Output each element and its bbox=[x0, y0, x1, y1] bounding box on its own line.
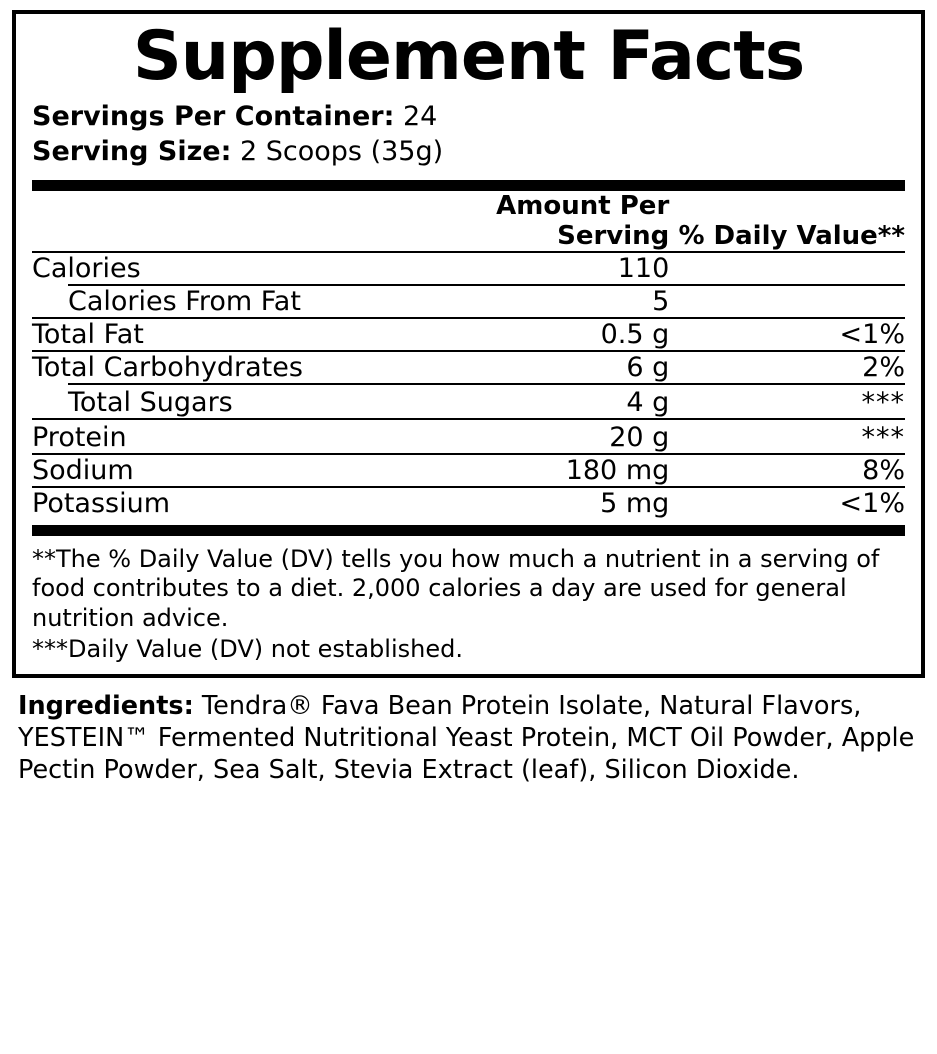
nutrient-name: Total Carbohydrates bbox=[32, 351, 303, 383]
serving-size-line bbox=[32, 134, 905, 170]
table-row bbox=[32, 385, 905, 418]
nutrient-amount: 180 mg bbox=[565, 454, 670, 486]
nutrient-name: Sodium bbox=[32, 454, 134, 486]
divider-thick-top bbox=[32, 180, 905, 191]
column-header-daily-value: % Daily Value** bbox=[678, 220, 905, 251]
supplement-facts-box bbox=[12, 10, 925, 678]
nutrient-name: Total Sugars bbox=[68, 386, 233, 418]
table-row bbox=[32, 253, 905, 284]
footnotes bbox=[32, 545, 905, 664]
nutrient-amount: 5 bbox=[652, 285, 670, 317]
servings-per-container-line bbox=[32, 99, 905, 135]
table-row bbox=[32, 420, 905, 453]
servings-per-container-value: 24 bbox=[402, 100, 438, 132]
table-row bbox=[32, 488, 905, 519]
nutrient-amount: 4 g bbox=[626, 386, 670, 418]
table-header-row bbox=[32, 191, 905, 251]
nutrient-daily-value: *** bbox=[861, 421, 905, 453]
nutrient-name: Protein bbox=[32, 421, 127, 453]
nutrient-daily-value: <1% bbox=[839, 487, 905, 519]
nutrient-daily-value bbox=[669, 286, 905, 317]
ingredients-label: Ingredients: bbox=[18, 691, 194, 722]
nutrient-amount: 110 bbox=[617, 252, 670, 284]
nutrient-name: Calories From Fat bbox=[68, 285, 301, 317]
column-header-name bbox=[32, 191, 381, 251]
divider-thick-bottom bbox=[32, 525, 905, 536]
nutrient-amount: 5 mg bbox=[600, 487, 670, 519]
table-row bbox=[32, 286, 905, 317]
ingredients-text: Tendra® Fava Bean Protein Isolate, Natural Flavors, YESTEIN™ Fermented Nutritional Yeast Protein, MCT Oil Powder, Apple Pectin Powder, Sea Salt, Stevia Extract (leaf), Silicon Dioxide. bbox=[18, 691, 915, 786]
nutrient-name: Calories bbox=[32, 252, 141, 284]
serving-size-label: Serving Size: bbox=[32, 136, 232, 168]
nutrition-table bbox=[32, 191, 905, 519]
footnote-daily-value: **The % Daily Value (DV) tells you how much a nutrient in a serving of food contributes to a diet. 2,000 calories a day are used for general nutrition advice. bbox=[32, 544, 880, 632]
table-row bbox=[32, 319, 905, 350]
nutrient-amount: 6 g bbox=[626, 351, 670, 383]
table-row bbox=[32, 455, 905, 486]
nutrient-daily-value: <1% bbox=[839, 318, 905, 350]
nutrient-daily-value: 2% bbox=[862, 351, 905, 383]
nutrient-amount: 20 g bbox=[609, 421, 670, 453]
nutrient-daily-value: *** bbox=[861, 386, 905, 418]
serving-size-value: 2 Scoops (35g) bbox=[240, 136, 444, 168]
nutrient-name: Total Fat bbox=[32, 318, 144, 350]
column-header-amount: Amount Per Serving bbox=[496, 190, 670, 251]
table-row bbox=[32, 352, 905, 383]
footnote-not-established: ***Daily Value (DV) not established. bbox=[32, 634, 463, 663]
page-title: Supplement Facts bbox=[132, 17, 805, 96]
ingredients-section bbox=[18, 690, 921, 786]
nutrient-daily-value bbox=[669, 253, 905, 284]
nutrient-amount: 0.5 g bbox=[600, 318, 670, 350]
servings-per-container-label: Servings Per Container: bbox=[32, 100, 395, 132]
nutrient-name: Potassium bbox=[32, 487, 171, 519]
nutrient-daily-value: 8% bbox=[862, 454, 905, 486]
